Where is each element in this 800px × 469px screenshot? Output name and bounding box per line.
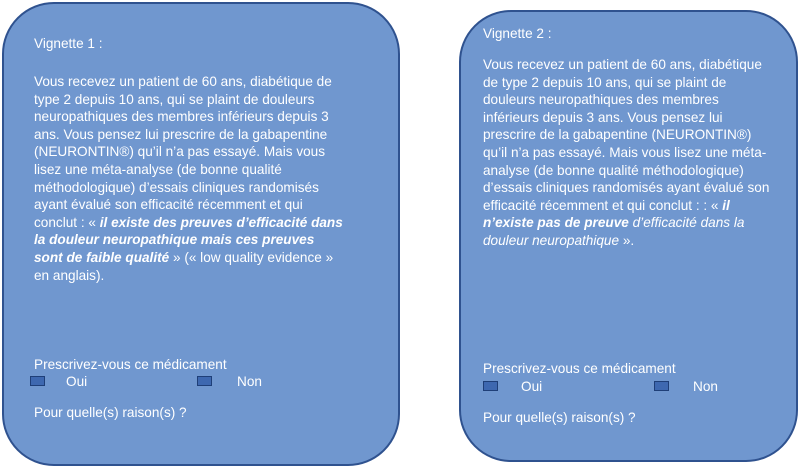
vignette-1-intro: Vous recevez un patient de 60 ans, diabétique de type 2 depuis 10 ans, qui se plaint de douleurs neuropathiques des membres inférieurs depuis 3 ans. Vous pensez lui prescrire de la gabapentine (NEURONTIN®) qu’il n’a pas essayé. Mais vous lisez une méta-analyse (de bonne qualité méthodologique) d’essais cliniques randomisés ayant évalué son efficacité récemment et qui conclut : « bbox=[34, 74, 332, 230]
vignette-1-reason: Pour quelle(s) raison(s) ? bbox=[34, 405, 187, 420]
vignette-2-title: Vignette 2 : bbox=[483, 26, 552, 41]
vignette-2-checkbox-non[interactable] bbox=[654, 381, 669, 391]
vignette-1-text bbox=[34, 73, 346, 284]
vignette-1-outro: » (« low quality evidence » en anglais). bbox=[34, 249, 334, 283]
vignette-2-intro: Vous recevez un patient de 60 ans, diabétique de type 2 depuis 10 ans, qui se plaint de douleurs neuropathiques des membres inférieurs depuis 3 ans. Vous pensez lui prescrire de la gabapentine (NEURONTIN®) qu’il n’a pas essayé. Mais vous lisez une méta-analyse (de bonne qualité méthodologique) d’essais cliniques randomisés ayant évalué son efficacité récemment et qui conclut : : « bbox=[483, 57, 770, 213]
vignette-2-outro: ». bbox=[622, 232, 635, 248]
vignette-2-question: Prescrivez-vous ce médicament bbox=[483, 361, 676, 376]
vignette-1-label-oui: Oui bbox=[66, 374, 88, 389]
vignette-2-quote-part2: d’efficacité dans la douleur neuropathique bbox=[483, 215, 745, 248]
vignette-2-card bbox=[459, 10, 798, 462]
vignette-1-quote-part1: il existe des preuves d’efficacité dans la douleur neuropathique mais bbox=[34, 214, 343, 248]
vignette-2-reason: Pour quelle(s) raison(s) ? bbox=[483, 410, 636, 425]
vignette-1-title: Vignette 1 : bbox=[34, 36, 103, 51]
vignette-2-text bbox=[483, 56, 771, 250]
vignette-2-label-non: Non bbox=[693, 379, 718, 394]
vignette-1-card bbox=[2, 2, 400, 466]
vignette-1-question: Prescrivez-vous ce médicament bbox=[34, 357, 227, 372]
vignette-1-checkbox-non[interactable] bbox=[197, 376, 212, 386]
vignette-1-quote-bold: ces preuves sont de faible qualité bbox=[34, 232, 315, 265]
vignette-1-checkbox-oui[interactable] bbox=[30, 376, 45, 386]
vignette-1-label-non: Non bbox=[237, 374, 262, 389]
vignette-2-label-oui: Oui bbox=[521, 379, 543, 394]
vignette-2-checkbox-oui[interactable] bbox=[483, 381, 498, 391]
vignette-2-quote-bold: il n’existe pas de preuve bbox=[483, 197, 730, 231]
